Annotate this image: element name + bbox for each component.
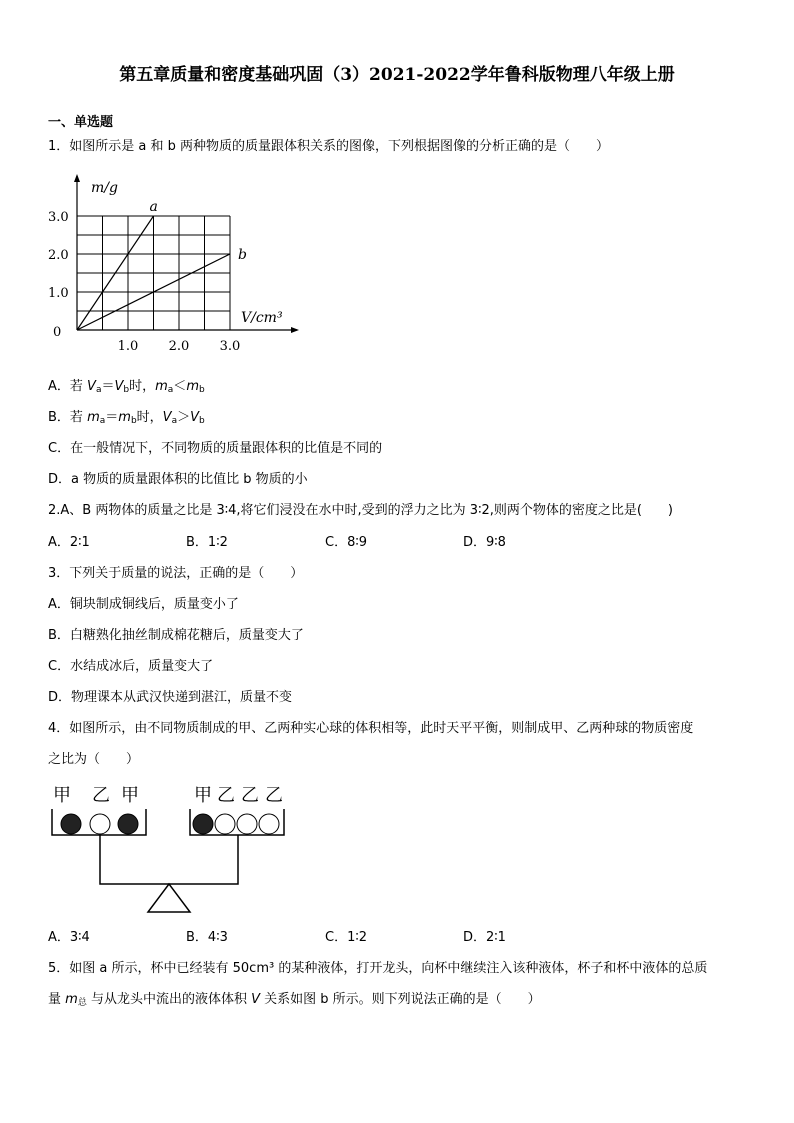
- q4-stem-line2: 之比为（ ）: [48, 752, 140, 767]
- right-pan-label-3: 乙: [241, 785, 259, 806]
- balance-beam: [100, 835, 238, 884]
- ball-jia: [61, 814, 81, 834]
- q2-stem: 2.A、B 两物体的质量之比是 3∶4,将它们浸没在水中时,受到的浮力之比为 3∶2,则两个物体的密度之比是( ): [48, 503, 674, 518]
- q1-option-a[interactable]: A．若 $V_a=V_b$时，$m_a<m_b$: [48, 379, 205, 395]
- q3-stem: 3．下列关于质量的说法，正确的是（ ）: [48, 566, 304, 581]
- y-tick-label: 3.0: [48, 210, 69, 225]
- origin-label: 0: [53, 325, 62, 340]
- page-title: 第五章质量和密度基础巩固（3）2021-2022学年鲁科版物理八年级上册: [119, 65, 675, 85]
- q3-option-a[interactable]: A．铜块制成铜线后，质量变小了: [48, 597, 239, 612]
- q4-balance-figure: [48, 783, 298, 918]
- ball-jia: [193, 814, 213, 834]
- left-pan-label-2: 乙: [92, 785, 110, 806]
- x-tick-label: 2.0: [168, 339, 190, 354]
- x-tick-label: 1.0: [117, 339, 139, 354]
- fulcrum-triangle: [148, 884, 190, 912]
- q4-option-a[interactable]: A．3∶4: [48, 930, 90, 945]
- q5-stem-line2: 量 $m_总$ 与从龙头中流出的液体体积 V 关系如图 b 所示。则下列说法正确的是（ ）: [48, 992, 541, 1008]
- y-tick-label: 1.0: [48, 286, 69, 301]
- x-axis-label: V/cm³: [241, 310, 283, 326]
- x-axis-arrow: [291, 327, 299, 333]
- chart-grid: [77, 216, 230, 330]
- y-axis-label: m/g: [91, 180, 118, 196]
- q1-option-d[interactable]: D．a 物质的质量跟体积的比值比 b 物质的小: [48, 472, 308, 487]
- x-tick-label: 3.0: [219, 339, 241, 354]
- right-pan-label-1: 甲: [194, 785, 212, 806]
- q5-stem-line1: 5．如图 a 所示，杯中已经装有 50cm³ 的某种液体，打开龙头，向杯中继续注入该种液体，杯子和杯中液体的总质: [48, 961, 708, 976]
- ball-yi: [215, 814, 235, 834]
- right-pan-label-4: 乙: [265, 785, 283, 806]
- q2-option-c[interactable]: C．8∶9: [325, 535, 368, 550]
- y-axis-arrow: [74, 174, 80, 182]
- ball-yi: [237, 814, 257, 834]
- q2-option-a[interactable]: A．2∶1: [48, 535, 90, 550]
- q4-option-b[interactable]: B．4∶3: [186, 930, 228, 945]
- ball-jia: [118, 814, 138, 834]
- q1-mass-volume-graph: [45, 172, 305, 362]
- series-label-b: b: [238, 247, 247, 263]
- q1-option-b[interactable]: B．若 $m_a=m_b$时，$V_a>V_b$: [48, 410, 205, 426]
- left-pan-label-3: 甲: [121, 785, 139, 806]
- q3-option-c[interactable]: C．水结成冰后，质量变大了: [48, 659, 214, 674]
- q2-option-d[interactable]: D．9∶8: [463, 535, 506, 550]
- q3-option-b[interactable]: B．白糖熟化抽丝制成棉花糖后，质量变大了: [48, 628, 304, 643]
- q1-option-c[interactable]: C．在一般情况下，不同物质的质量跟体积的比值是不同的: [48, 441, 383, 456]
- q4-option-d[interactable]: D．2∶1: [463, 930, 506, 945]
- ball-yi: [259, 814, 279, 834]
- chart-labels: [48, 180, 283, 354]
- q4-stem-line1: 4．如图所示，由不同物质制成的甲、乙两种实心球的体积相等，此时天平平衡，则制成甲、乙两种球的物质密度: [48, 721, 694, 736]
- section-heading: 一、单选题: [48, 115, 114, 130]
- right-pan-label-2: 乙: [217, 785, 235, 806]
- q1-stem: 1．如图所示是 a 和 b 两种物质的质量跟体积关系的图像，下列根据图像的分析正确的是（ ）: [48, 139, 610, 154]
- q4-option-c[interactable]: C．1∶2: [325, 930, 368, 945]
- ball-yi: [90, 814, 110, 834]
- left-pan-label-1: 甲: [53, 785, 71, 806]
- q2-option-b[interactable]: B．1∶2: [186, 535, 228, 550]
- series-label-a: a: [149, 199, 158, 215]
- q3-option-d[interactable]: D．物理课本从武汉快递到湛江，质量不变: [48, 690, 293, 705]
- y-tick-label: 2.0: [48, 248, 69, 263]
